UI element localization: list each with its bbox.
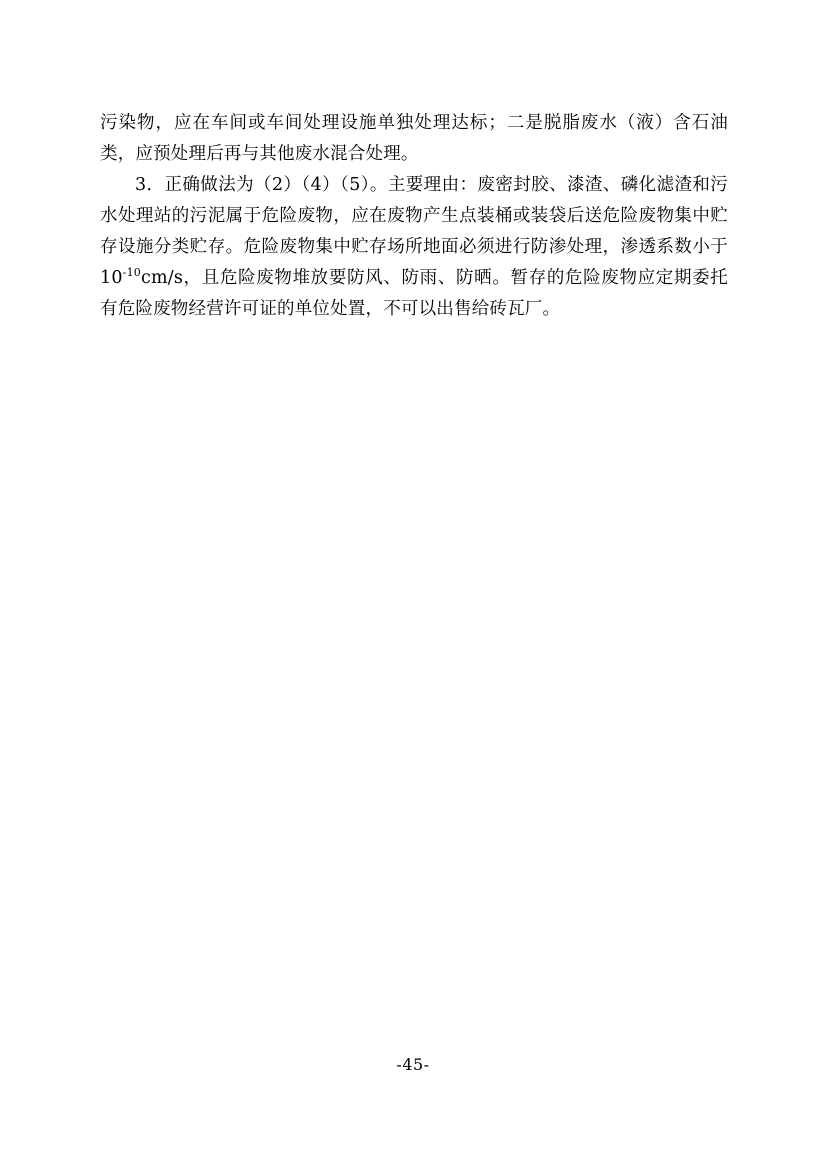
paragraph-2 — [100, 170, 728, 325]
superscript-exponent: -10 — [122, 266, 141, 280]
paragraph-2-text-lead: 3．正确做法为（2）（4）（5）。主要理由：废密封胶、漆渣、磷化滤渣和污水处理站的污泥属于危险废物，应在废物产生点装桶或装袋后送危险废物集中贮存设施分类贮存。危险废物集中贮存场所地面必须进行防渗处理，渗透系数小于 10 — [100, 175, 728, 288]
paragraph-1: 污染物，应在车间或车间处理设施单独处理达标；二是脱脂废水（液）含石油类，应预处理后再与其他废水混合处理。 — [100, 113, 728, 164]
page-number-footer — [0, 1055, 826, 1074]
page-number: -45- — [396, 1055, 430, 1074]
paragraph-2-text-tail: cm/s，且危险废物堆放要防风、防雨、防晒。暂存的危险废物应定期委托有危险废物经营许可证的单位处置，不可以出售给砖瓦厂。 — [100, 268, 728, 319]
document-body — [100, 108, 728, 325]
